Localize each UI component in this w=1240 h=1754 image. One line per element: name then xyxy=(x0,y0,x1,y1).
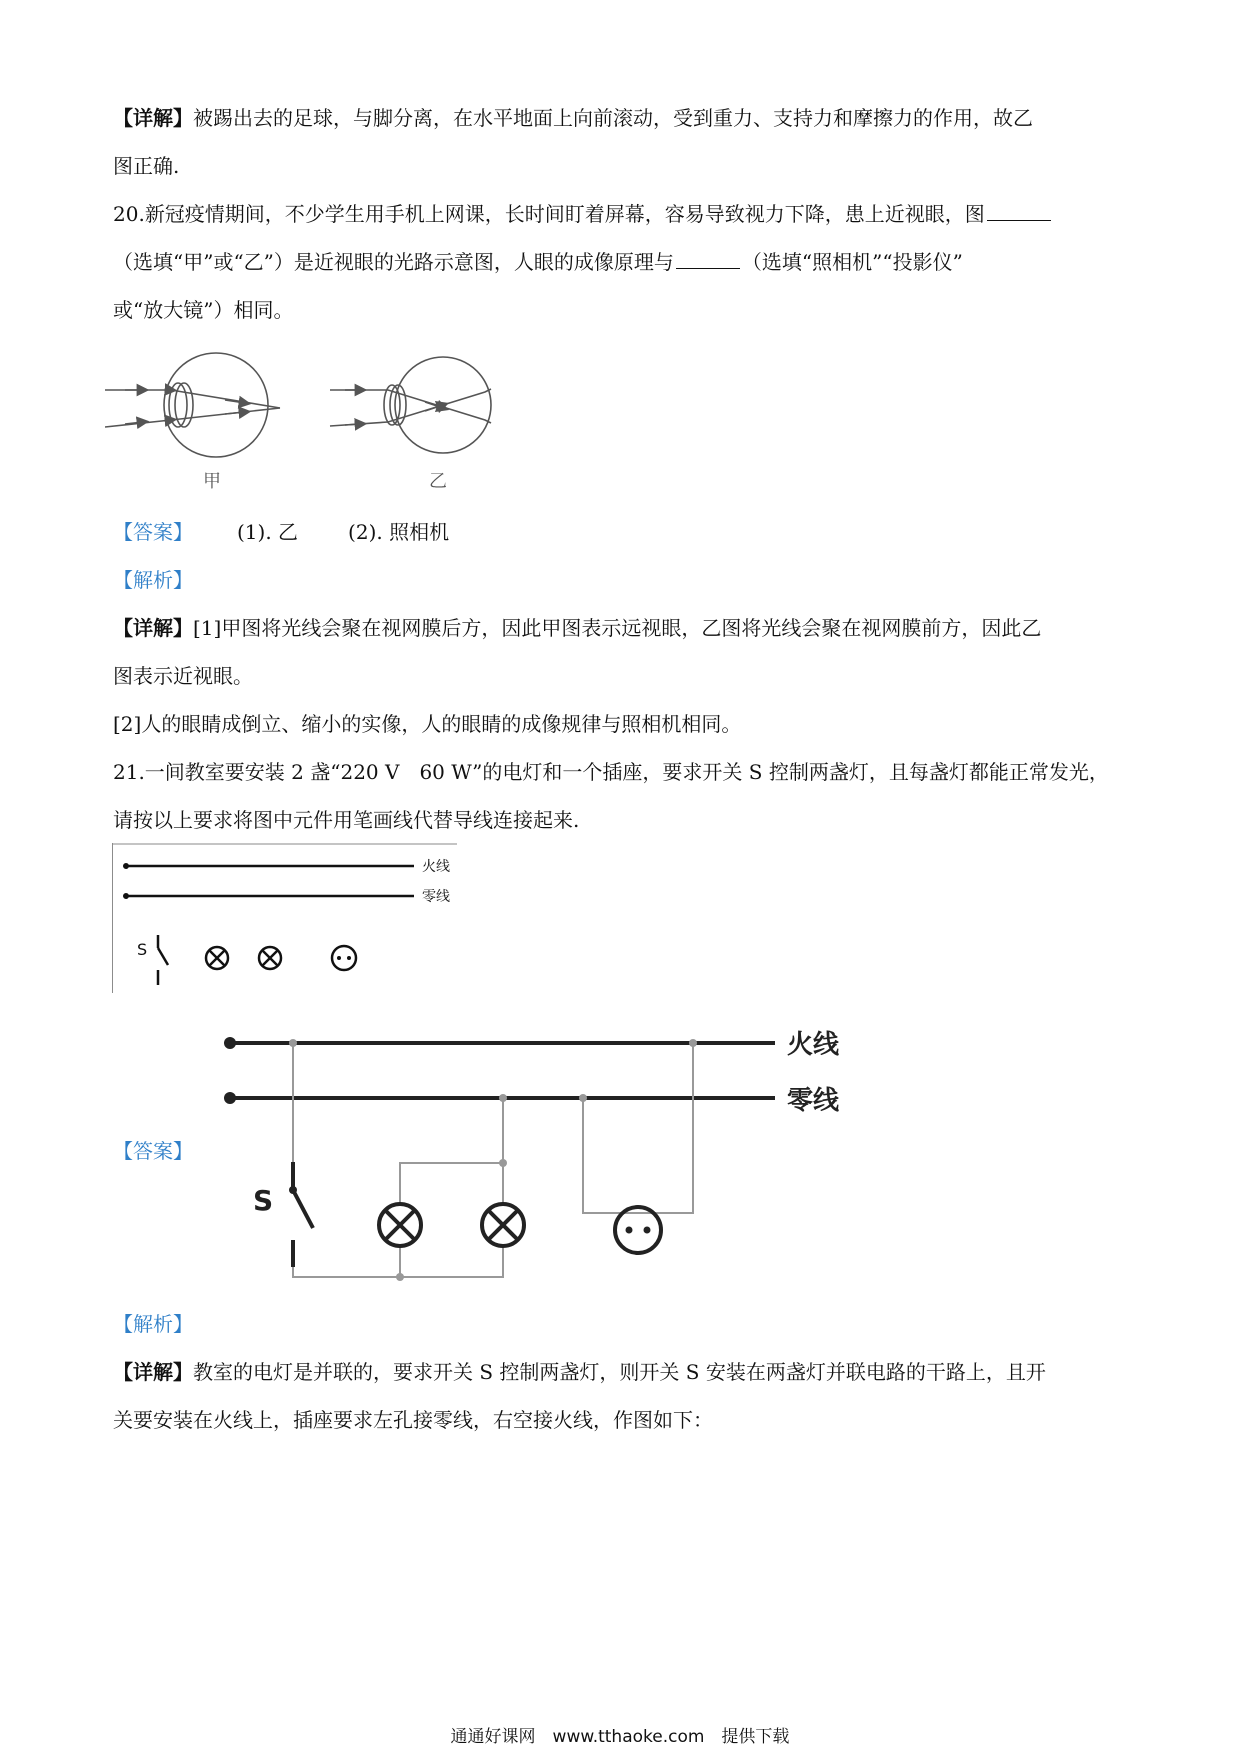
live-wire-label: 火线 xyxy=(787,1030,840,1060)
detail-20 xyxy=(113,604,1133,748)
detail-21-line-1: 教室的电灯是并联的，要求开关 S 控制两盏灯，则开关 S 安装在两盏灯并联电路的干路上，且开 xyxy=(193,1360,1046,1384)
question-21-line-1: 21.一间教室要安装 2 盏“220 V 60 W”的电灯和一个插座，要求开关 S 控制两盏灯，且每盏灯都能正常发光， xyxy=(113,760,1109,784)
eye-left xyxy=(105,353,280,457)
question-20-number: 20. xyxy=(113,202,145,226)
answer-20-item-1: (1). 乙 xyxy=(237,520,299,544)
circuit-question-figure xyxy=(112,843,472,993)
neutral-wire xyxy=(123,893,414,899)
answer-20-item-2: (2). 照相机 xyxy=(348,520,450,544)
answer-blank-2 xyxy=(676,250,740,269)
question-20-text-2: （选填“甲”或“乙”）是近视眼的光路示意图，人眼的成像原理与 xyxy=(113,250,674,274)
analysis-tag: 【解析】 xyxy=(113,568,193,592)
question-21 xyxy=(113,748,1133,844)
detail-20-line-3: [2]人的眼睛成倒立、缩小的实像，人的眼睛的成像规律与照相机相同。 xyxy=(113,712,742,736)
switch-label: S xyxy=(253,1184,274,1217)
neutral-wire-label: 零线 xyxy=(787,1086,840,1116)
question-20 xyxy=(113,190,1133,334)
answer-20 xyxy=(113,508,1133,556)
question-20-text-4: 或“放大镜”）相同。 xyxy=(113,298,294,322)
answer-tag: 【答案】 xyxy=(113,1139,193,1163)
detail-21 xyxy=(113,1348,1133,1444)
lamp-icon xyxy=(379,1204,421,1246)
live-wire-label: 火线 xyxy=(422,859,450,875)
question-20-text-1: 新冠疫情期间，不少学生用手机上网课，长时间盯着屏幕，容易导致视力下降，患上近视眼，图 xyxy=(144,202,985,226)
switch-symbol xyxy=(158,935,168,985)
live-wire xyxy=(123,863,414,869)
detail-20-line-2: 图表示近视眼。 xyxy=(113,664,253,688)
switch-symbol xyxy=(293,1162,313,1267)
circuit-answer-figure xyxy=(215,1020,865,1290)
neutral-wire-terminal xyxy=(224,1092,236,1104)
question-20-text-3: （选填“照相机”“投影仪” xyxy=(741,250,963,274)
eye-label-right: 乙 xyxy=(429,471,447,492)
detail-line-2: 图正确. xyxy=(113,154,180,178)
socket-icon xyxy=(332,946,356,970)
answer-blank-1 xyxy=(987,202,1051,221)
detail-paragraph-19 xyxy=(113,94,1133,190)
switch-label: S xyxy=(137,940,148,959)
eye-right xyxy=(330,357,491,453)
lamp-icon xyxy=(206,947,228,969)
page-footer: 通通好课网 www.tthaoke.com 提供下载 xyxy=(450,1727,790,1747)
neutral-wire-label: 零线 xyxy=(422,889,450,905)
detail-tag: 【详解】 xyxy=(113,616,193,640)
lamp-icon xyxy=(259,947,281,969)
eye-diagram xyxy=(105,350,505,500)
analysis-21 xyxy=(113,1300,1133,1348)
detail-line-1: 被踢出去的足球，与脚分离，在水平地面上向前滚动，受到重力、支持力和摩擦力的作用，故乙 xyxy=(193,106,1033,130)
answer-tag: 【答案】 xyxy=(113,520,193,544)
detail-20-line-1: [1]甲图将光线会聚在视网膜后方，因此甲图表示远视眼，乙图将光线会聚在视网膜前方，因此乙 xyxy=(193,616,1042,640)
analysis-20 xyxy=(113,556,1133,604)
analysis-tag: 【解析】 xyxy=(113,1312,193,1336)
eye-label-left: 甲 xyxy=(203,471,221,492)
question-21-line-2: 请按以上要求将图中元件用笔画线代替导线连接起来. xyxy=(113,808,580,832)
detail-21-line-2: 关要安装在火线上，插座要求左孔接零线，右空接火线，作图如下： xyxy=(113,1408,713,1432)
detail-tag: 【详解】 xyxy=(113,106,193,130)
detail-tag: 【详解】 xyxy=(113,1360,193,1384)
live-wire-terminal xyxy=(224,1037,236,1049)
lamp-icon xyxy=(482,1204,524,1246)
